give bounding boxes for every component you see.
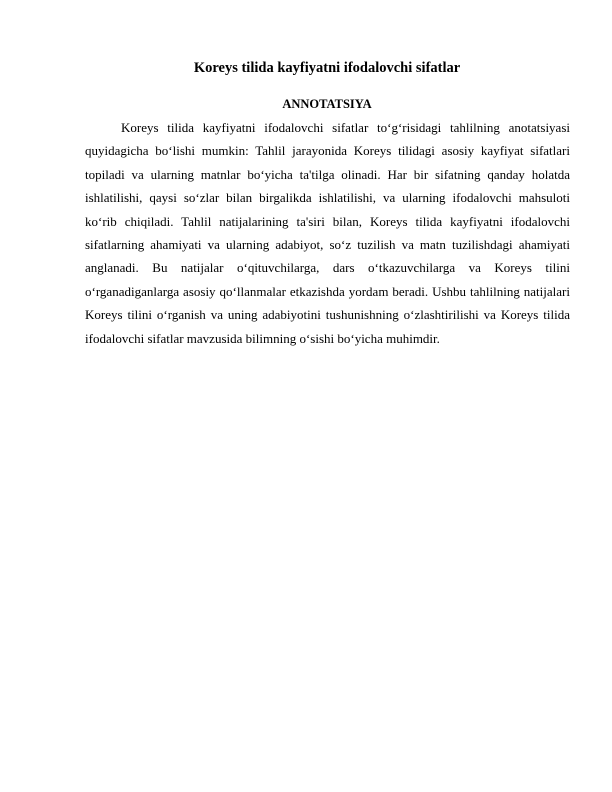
- section-heading-annotation: ANNOTATSIYA: [282, 97, 372, 111]
- document-title: Koreys tilida kayfiyatni ifodalovchi sifatlar: [193, 60, 461, 76]
- abstract-paragraph: Koreys tilida kayfiyatni ifodalovchi sifatlar to‘g‘risidagi tahlilning anotatsiyasi quyidagicha bo‘lishi mumkin: Tahlil jarayonida Koreys tilidagi asosiy kayfiyat sifatlari topiladi va ularning matnlar bo‘yicha ta'tilga olinadi. Har bir sifatning qanday holatda ishlatilishi, qaysi so‘zlar bilan birgalikda ishlatilishi, va ularning ifodalovchi mahsuloti ko‘rib chiqiladi. Tahlil natijalarining ta'siri bilan, Koreys tilida kayfiyatni ifodalovchi sifatlarning ahamiyati va ularning adabiyot, so‘z tuzilish va matn tuzilishdagi ahamiyati anglanadi. Bu natijalar o‘qituvchilarga, dars o‘tkazuvchilarga va Koreys tilini o‘rganadiganlarga asosiy qo‘llanmalar etkazishda yordam beradi. Ushbu tahlilning natijalari Koreys tilini o‘rganish va uning adabiyotini tushunishning o‘zlashtirilishi va Koreys tilida ifodalovchi sifatlar mavzusida bilimning o‘sishi bo‘yicha muhimdir.: [85, 120, 570, 346]
